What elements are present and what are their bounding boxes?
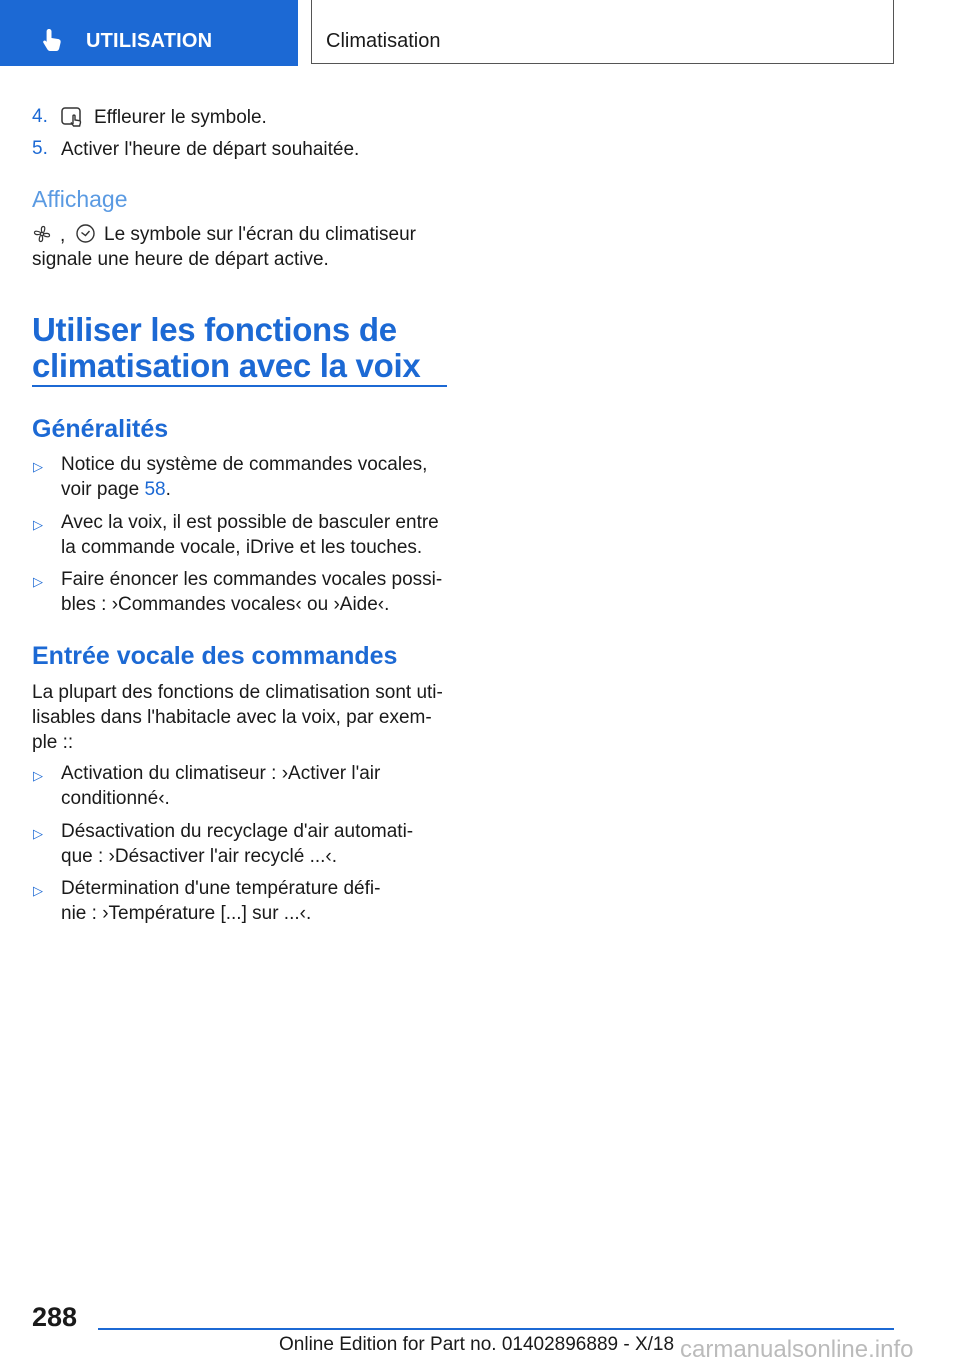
list-item: que : ›Désactiver l'air recyclé ...‹.	[61, 846, 338, 867]
list-item: conditionné‹.	[61, 788, 170, 809]
paragraph-line: ple ::	[32, 732, 74, 753]
chapter-header	[311, 0, 894, 64]
section-heading: Utiliser les fonctions de	[32, 311, 397, 348]
list-item: Détermination d'une température défi-	[61, 878, 381, 899]
entree-heading: Entrée vocale des commandes	[32, 642, 398, 670]
clock-icon	[75, 223, 96, 244]
list-item: nie : ›Température [...] sur ...‹.	[61, 903, 312, 924]
bullet-icon: ▷	[33, 574, 43, 589]
bullet-icon: ▷	[33, 826, 43, 841]
list-item: Activation du climatiseur : ›Activer l'air	[61, 763, 381, 784]
bullet-icon: ▷	[33, 459, 43, 474]
bullet-icon: ▷	[33, 883, 43, 898]
list-item: bles : ›Commandes vocales‹ ou ›Aide‹.	[61, 594, 390, 615]
list-item: Désactivation du recyclage d'air automati-	[61, 821, 414, 842]
step-number: 4.	[32, 106, 48, 127]
list-item: la commande vocale, iDrive et les touches.	[61, 537, 423, 558]
section-heading: climatisation avec la voix	[32, 347, 421, 384]
page-number: 288	[32, 1302, 78, 1332]
watermark: carmanualsonline.info	[680, 1336, 914, 1363]
edition-text: Online Edition for Part no. 01402896889 - X/18	[279, 1334, 675, 1355]
affichage-heading: Affichage	[32, 186, 128, 212]
page-link[interactable]: 58	[144, 479, 166, 500]
list-item: Faire énoncer les commandes vocales possi-	[61, 569, 443, 590]
section-title: UTILISATION	[86, 30, 213, 52]
heading-rule	[32, 385, 447, 387]
list-item: voir page 58.	[61, 479, 171, 500]
step-text: Effleurer le symbole.	[94, 107, 267, 128]
affichage-text: Le symbole sur l'écran du climatiseur	[104, 224, 416, 245]
list-item: Notice du système de commandes vocales,	[61, 454, 428, 475]
hand-pointer-icon	[40, 27, 66, 53]
step-text: Activer l'heure de départ souhaitée.	[61, 139, 360, 160]
footer-rule	[98, 1328, 894, 1330]
list-item: Avec la voix, il est possible de basculer entre	[61, 512, 439, 533]
fan-icon	[32, 224, 52, 244]
chapter-title: Climatisation	[326, 30, 441, 52]
generalites-heading: Généralités	[32, 415, 169, 443]
icon-separator: ,	[60, 225, 66, 246]
bullet-icon: ▷	[33, 768, 43, 783]
paragraph-line: lisables dans l'habitacle avec la voix, par exem-	[32, 707, 432, 728]
paragraph-line: La plupart des fonctions de climatisation sont uti-	[32, 682, 443, 703]
touch-screen-icon	[60, 106, 84, 128]
step-number: 5.	[32, 138, 48, 159]
header-section-tab	[0, 0, 298, 66]
affichage-text: signale une heure de départ active.	[32, 249, 329, 270]
bullet-icon: ▷	[33, 517, 43, 532]
